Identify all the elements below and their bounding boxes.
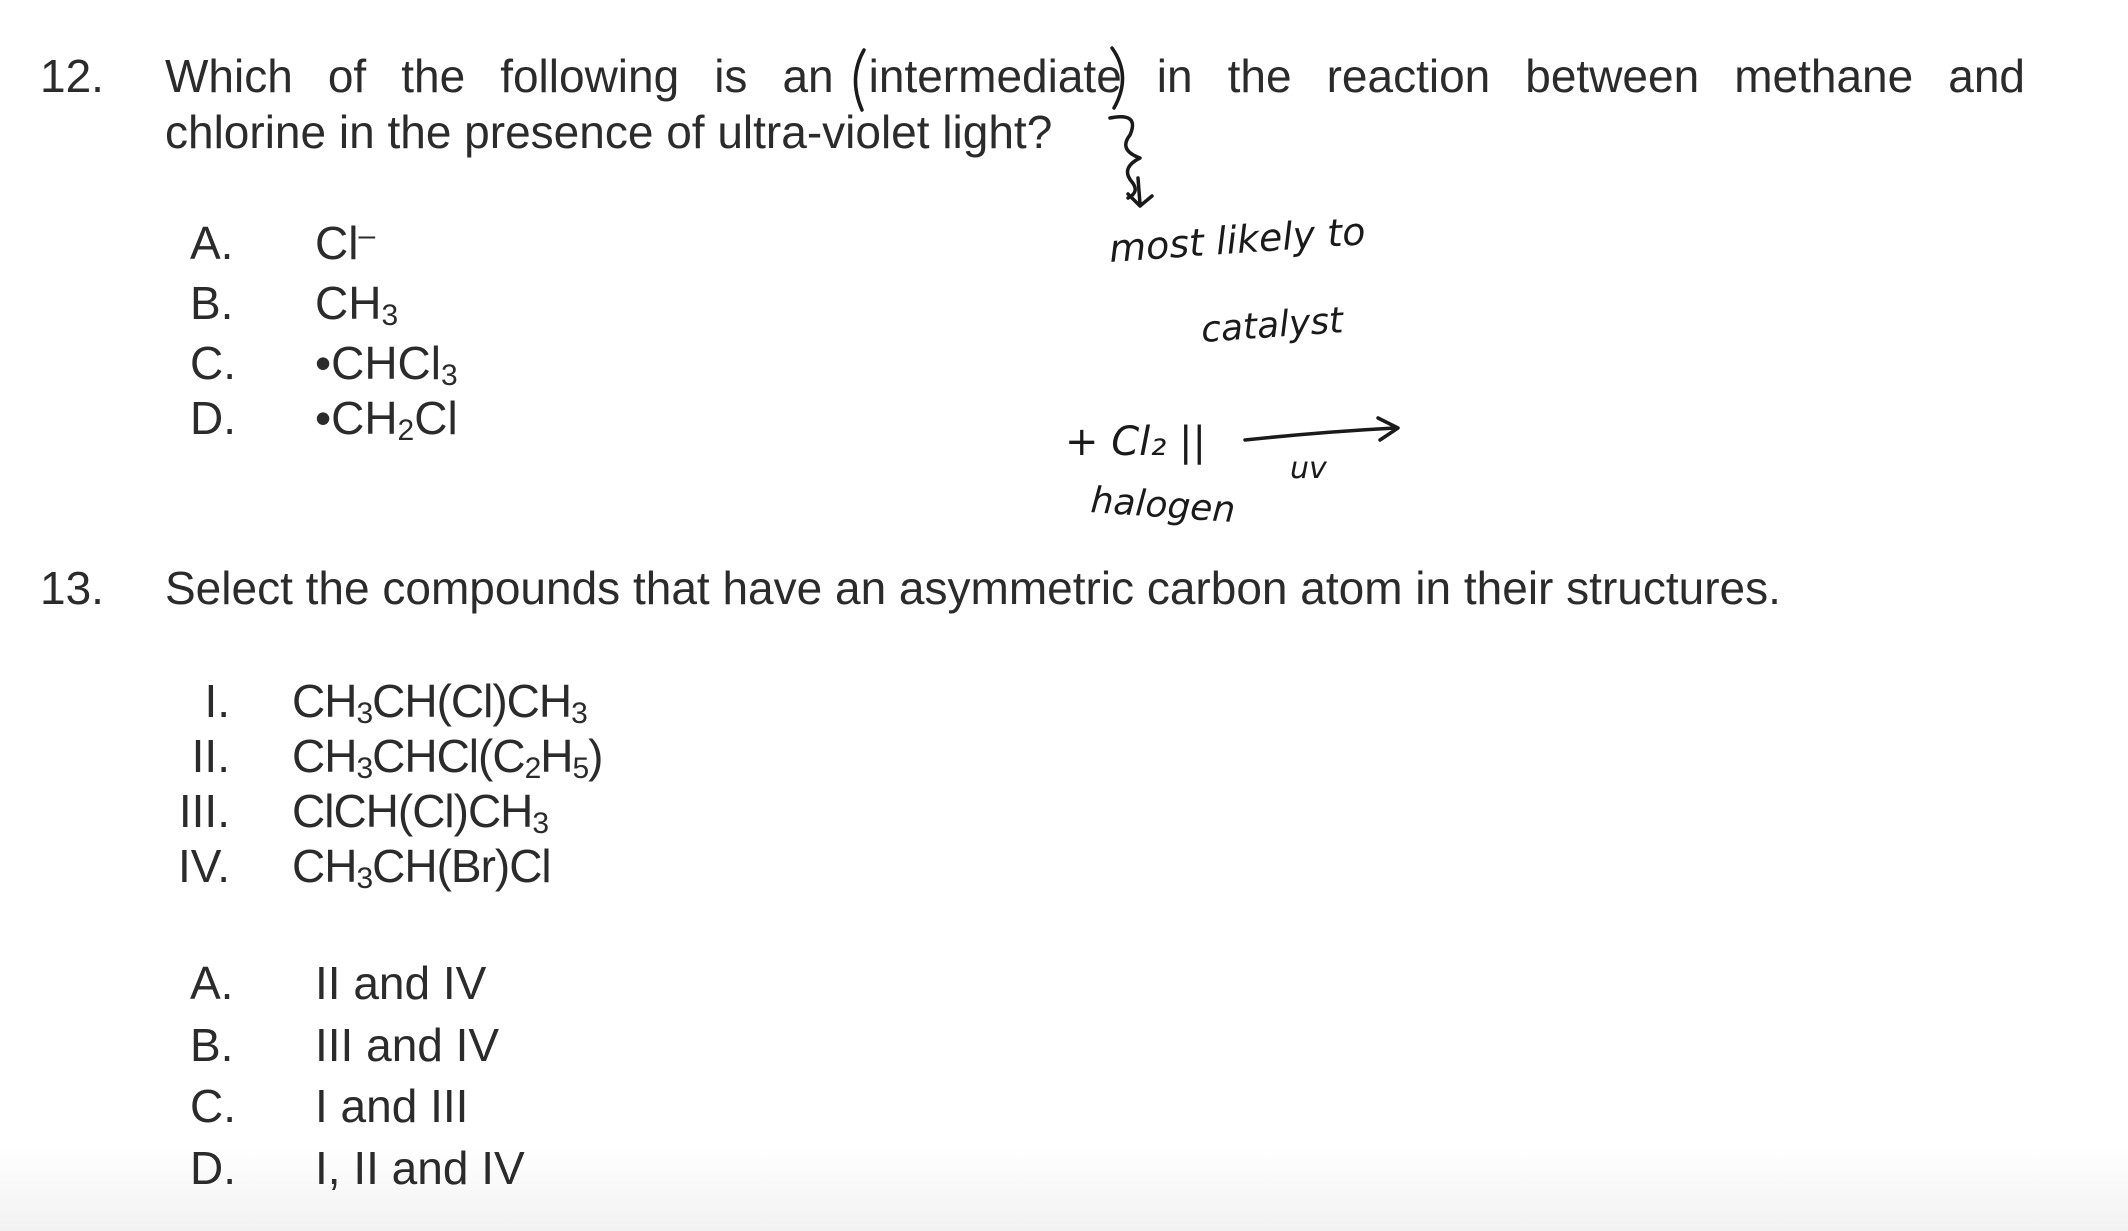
q13-option-a-letter: A. [190,957,234,1009]
note-most-likely-to: most likely to [1107,209,1367,271]
q12-word: intermediate [868,50,1122,102]
compound-4-numeral: IV. [177,840,230,892]
compound-3-numeral: III. [178,785,230,837]
q12-word: the [401,50,466,102]
q12-word: reaction [1326,50,1491,102]
compound-3-formula [292,783,548,839]
q12-option-c-text: •CHCl$_3$ [315,337,458,392]
formula-subscript: 3 [356,697,373,730]
q12-option-d-text: $•CH_2Cl$ [315,392,458,447]
question-12-number: 12. [40,50,104,102]
q13-option-d-text: I, II and IV [315,1142,525,1194]
q12-word: Which [165,50,293,102]
formula-text: ) [588,730,603,782]
formula-text: CH(Br)Cl [372,840,551,892]
formula-text: CH [292,730,357,782]
formula-text: CHCl(C [372,730,525,782]
curly-brace-squiggle [1110,117,1140,198]
q12-option-d-letter: D. [190,392,236,444]
reaction-arrow-icon [1245,418,1398,440]
note-uv: uv [1290,451,1327,486]
question-13-text: Select the compounds that have an asymmetric carbon atom in their structures. [165,562,1781,614]
q13-option-d-letter: D. [190,1142,236,1194]
compound-4-formula [292,838,551,894]
formula-text: CH(Cl)CH [372,675,572,727]
q12-word: an [782,50,834,102]
q12-option-a-letter: A. [190,217,234,269]
compound-2-numeral: II. [191,730,230,782]
q13-option-a-text: II and IV [315,957,487,1009]
formula-subscript: 3 [356,862,373,895]
formula-subscript: 3 [356,752,373,785]
q12-word: and [1948,50,2025,102]
question-12-text-line1 [165,48,2025,104]
formula-text: CH [292,840,357,892]
compound-2-formula [292,728,603,784]
q13-option-b-letter: B. [190,1019,234,1071]
q13-option-b-text: III and IV [315,1019,500,1071]
question-13-number: 13. [40,562,104,614]
q13-option-c-letter: C. [190,1080,236,1132]
question-12-text-line2: chlorine in the presence of ultra-violet light? [165,106,1053,158]
compound-1-formula [292,673,587,729]
note-halogen: halogen [1089,480,1237,532]
q12-word: in [1156,50,1193,102]
formula-subscript: 5 [572,752,589,785]
note-catalyst: catalyst [1199,300,1345,351]
formula-text: CH [292,675,357,727]
q12-word: the [1227,50,1292,102]
q12-word: is [714,50,748,102]
q12-word: methane [1734,50,1914,102]
q12-word: of [327,50,367,102]
q13-option-c-text: I and III [315,1080,469,1132]
formula-subscript: 3 [532,807,549,840]
q12-option-b-letter: B. [190,277,234,329]
formula-subscript: 3 [571,697,587,730]
q12-option-b-text: $CH_3$ [315,277,399,332]
formula-text: ClCH(Cl)CH [292,785,533,837]
note-plus-cl2: + Cl₂ || [1065,419,1206,465]
down-arrow-icon [1128,178,1152,206]
compound-1-numeral: I. [204,675,230,727]
formula-subscript: 2 [524,752,541,785]
formula-text: H [540,730,573,782]
q12-option-a-text: Cl– [315,217,376,269]
q12-option-c-letter: C. [190,337,236,389]
q12-word: between [1525,50,1700,102]
q12-word: following [500,50,680,102]
